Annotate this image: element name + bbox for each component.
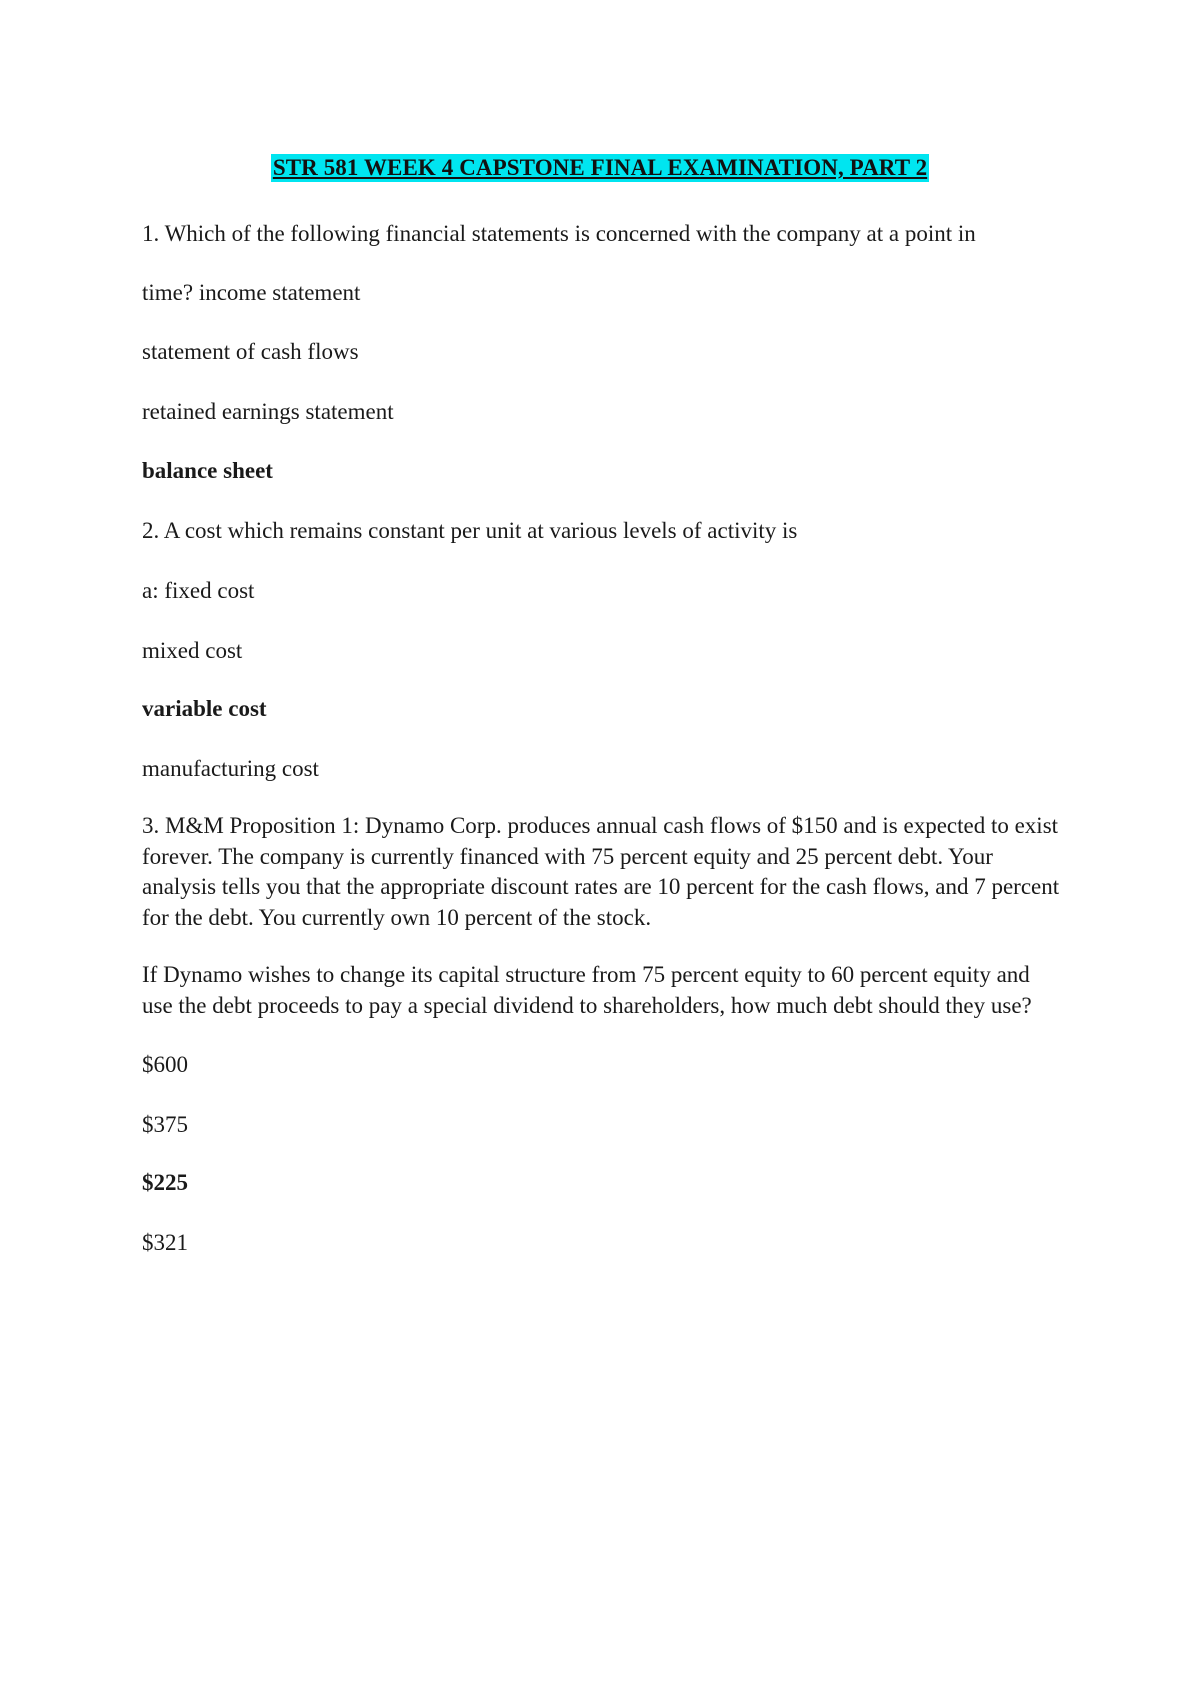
- question-1-stem-line-1: 1. Which of the following financial statements is concerned with the company at a point in: [142, 221, 976, 246]
- question-3-option-3-correct: $225: [142, 1170, 188, 1195]
- question-2-option-3-correct: variable cost: [142, 696, 267, 721]
- question-3-option-4: $321: [142, 1230, 188, 1255]
- question-3-option-2: $375: [142, 1112, 188, 1137]
- question-1-option-2: retained earnings statement: [142, 399, 394, 424]
- document-title: STR 581 WEEK 4 CAPSTONE FINAL EXAMINATION, PART 2: [272, 155, 928, 180]
- question-1-option-3-correct: balance sheet: [142, 458, 273, 483]
- question-3-option-1: $600: [142, 1052, 188, 1077]
- question-3-followup: If Dynamo wishes to change its capital structure from 75 percent equity to 60 percent equity and use the debt proceeds to pay a special dividend to shareholders, how much debt should they use?: [142, 962, 1032, 1018]
- question-3-stem: 3. M&M Proposition 1: Dynamo Corp. produces annual cash flows of $150 and is expected to exist forever. The company is currently financed with 75 percent equity and 25 percent debt. Your analysis tells you that the appropriate discount rates are 10 percent for the cash flows, and 7 percent for the debt. You currently own 10 percent of the stock.: [142, 813, 1060, 930]
- question-2-stem: 2. A cost which remains constant per unit at various levels of activity is: [142, 518, 798, 543]
- question-2-option-4: manufacturing cost: [142, 756, 319, 781]
- question-2-option-1: a: fixed cost: [142, 578, 255, 603]
- question-1-option-1: statement of cash flows: [142, 339, 359, 364]
- title-wrap: [0, 154, 1200, 182]
- question-2-option-2: mixed cost: [142, 638, 243, 663]
- question-1-stem-line-2: time? income statement: [142, 280, 361, 305]
